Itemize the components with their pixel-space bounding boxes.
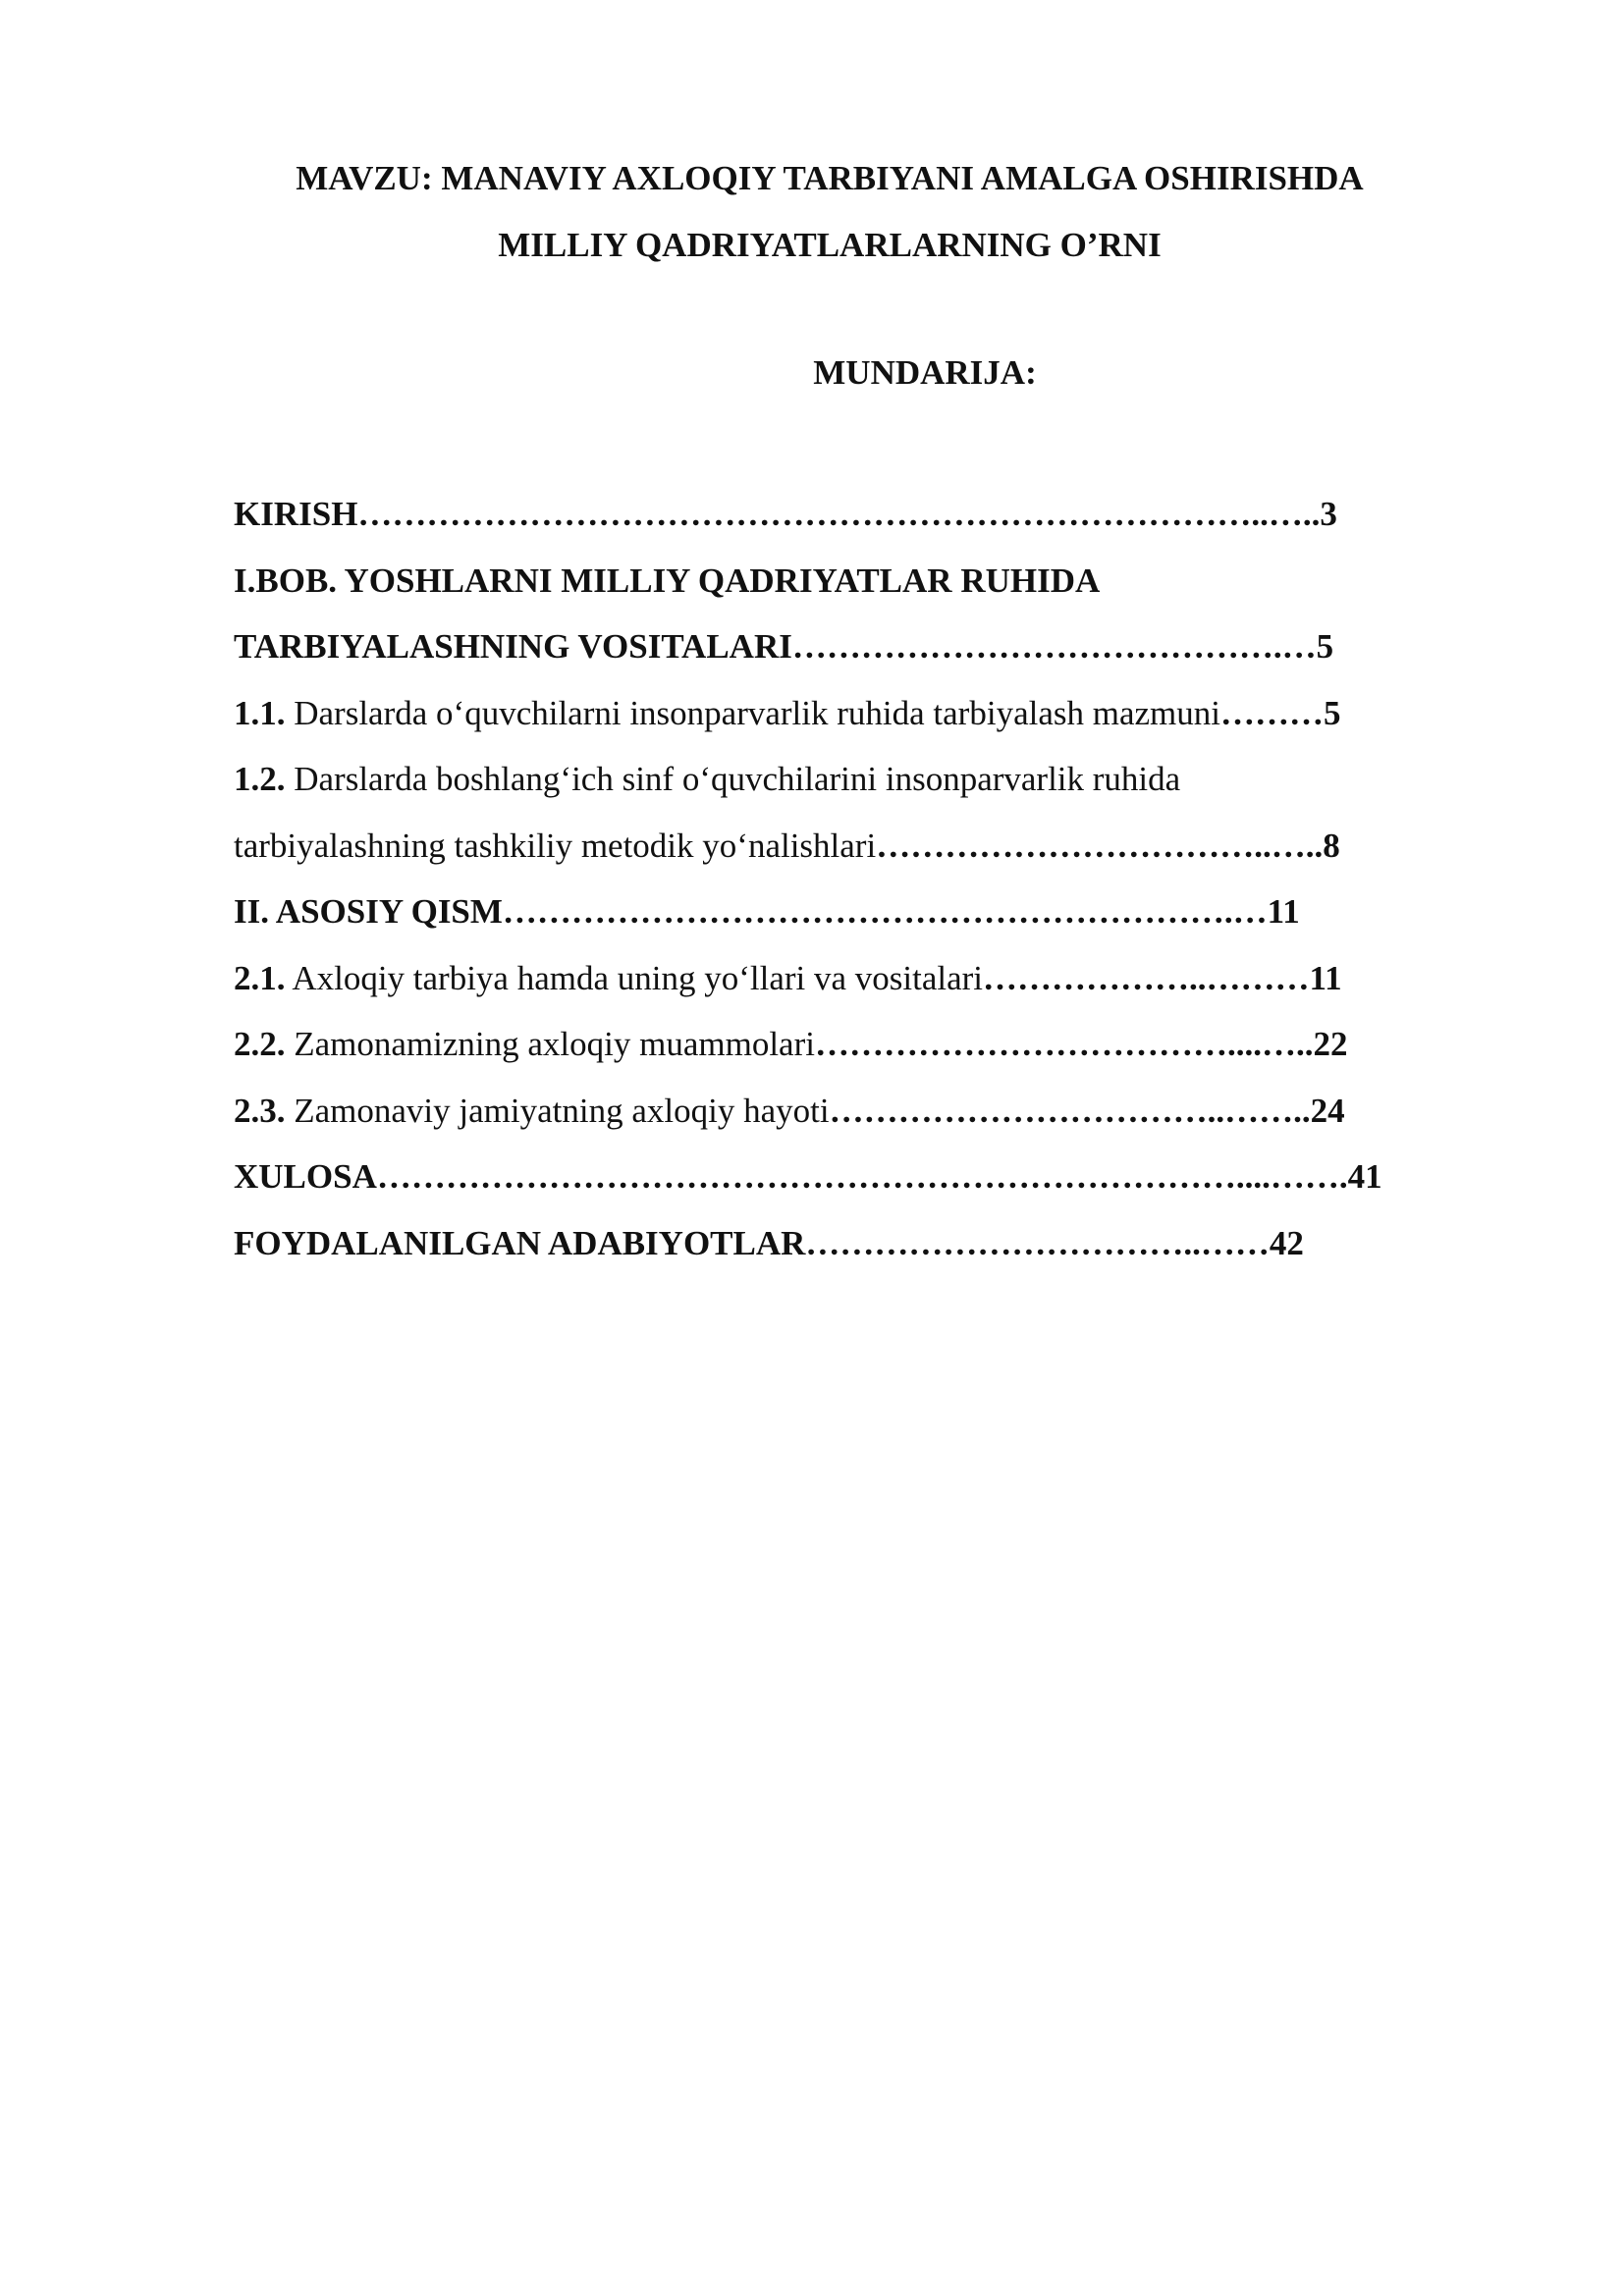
toc-entry-number: 2.1. xyxy=(234,958,286,997)
toc-entry-leader: ……………………………..……..24 xyxy=(829,1091,1345,1130)
toc-entry-2-3 xyxy=(234,1078,1490,1145)
toc-entry-leader: ……………………………..…..8 xyxy=(876,826,1340,865)
toc-entry-1-2-line-1 xyxy=(234,746,1490,813)
toc-entry-leader: ………5 xyxy=(1219,693,1341,732)
toc-entry-text: Zamonaviy jamiyatning axloqiy hayoti xyxy=(285,1091,830,1130)
toc-entry-2-2 xyxy=(234,1011,1490,1078)
toc-entry-text: Axloqiy tarbiya hamda uning yo‘llari va vositalari xyxy=(285,958,984,997)
title-line-2: MILLIY QADRIYATLARLARNING O’RNI xyxy=(498,226,1162,264)
toc-entry-chapter-2: II. ASOSIY QISM……………………………………………………….…11 xyxy=(234,892,1300,931)
toc-entry-text: Darslarda boshlang‘ich sinf o‘quvchilarini insonparvarlik ruhida xyxy=(285,760,1181,798)
toc-entry-leader: ………………..………11 xyxy=(983,958,1342,997)
toc-entry-kirish: KIRISH……………………………………………………………………..…..3 xyxy=(234,495,1337,533)
toc-entry-chapter-1-line-2: TARBIYALASHNING VOSITALARI…………………………………….…5 xyxy=(234,627,1334,666)
toc-entry-number: 1.1. xyxy=(234,693,286,732)
toc-entry-xulosa: XULOSA…………………………………………………………………....…….41 xyxy=(234,1157,1382,1196)
toc-entry-2-1 xyxy=(234,945,1490,1012)
toc-entry-number: 2.2. xyxy=(234,1025,286,1063)
toc-entry-references: FOYDALANILGAN ADABIYOTLAR……………………………..……42 xyxy=(234,1223,1304,1262)
document-title xyxy=(177,145,1483,279)
toc-entry-1-2-line-2 xyxy=(234,813,1490,880)
toc-entry-text: tarbiyalashning tashkiliy metodik yo‘nalishlari xyxy=(234,826,877,865)
title-line-1: MAVZU: MANAVIY AXLOQIY TARBIYANI AMALGA OSHIRISHDA xyxy=(296,159,1364,197)
table-of-contents xyxy=(234,481,1490,1276)
toc-entry-leader: ………………………………....…..22 xyxy=(814,1025,1348,1063)
contents-heading: MUNDARIJA: xyxy=(813,353,1037,392)
toc-entry-text: Zamonamizning axloqiy muammolari xyxy=(285,1025,815,1063)
toc-entry-number: 2.3. xyxy=(234,1091,286,1130)
toc-entry-1-1 xyxy=(234,680,1490,747)
toc-entry-chapter-1-line-1: I.BOB. YOSHLARNI MILLIY QADRIYATLAR RUHIDA xyxy=(234,561,1101,600)
toc-entry-number: 1.2. xyxy=(234,760,286,798)
toc-entry-text: Darslarda o‘quvchilarni insonparvarlik ruhida tarbiyalash mazmuni xyxy=(285,693,1220,732)
